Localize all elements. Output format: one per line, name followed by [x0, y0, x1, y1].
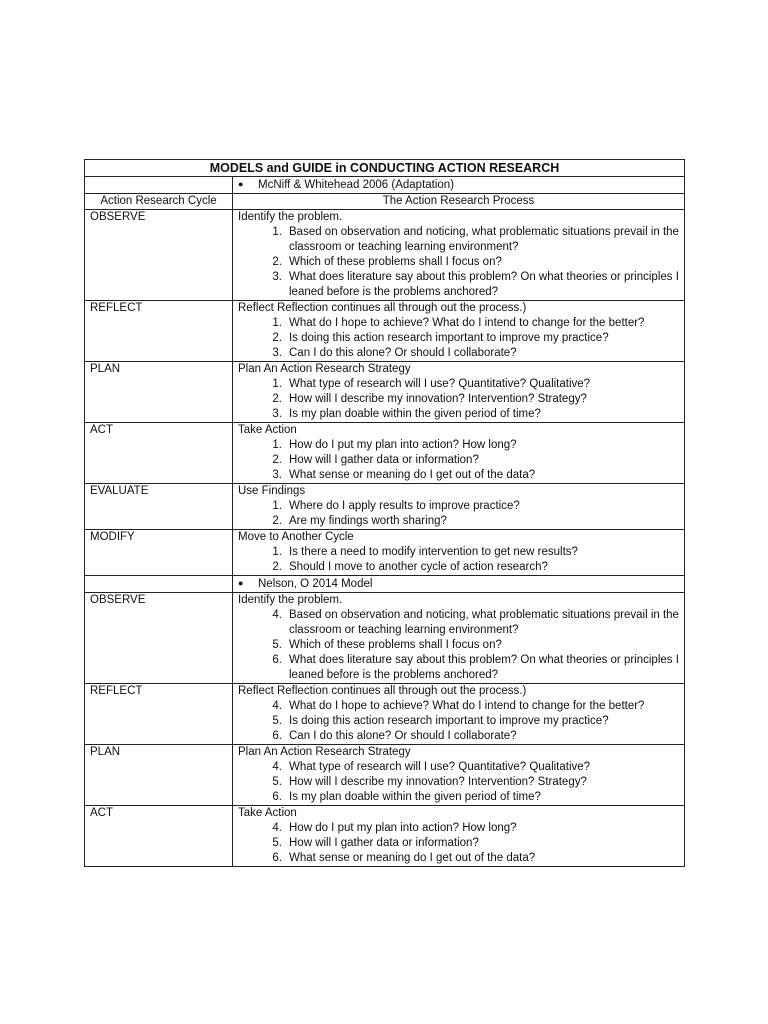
question-text: How will I describe my innovation? Intervention? Strategy? [289, 393, 587, 405]
process-intro: Move to Another Cycle [238, 531, 354, 543]
question-item [238, 407, 679, 422]
process-intro: Reflect Reflection continues all through out the process.) [238, 302, 527, 314]
source-cell [233, 177, 685, 194]
source-empty-cell [85, 576, 233, 593]
question-item [238, 468, 679, 483]
question-text: Is my plan doable within the given period of time? [289, 791, 541, 803]
question-number: 5. [272, 837, 282, 849]
question-list [238, 438, 679, 483]
question-number: 5. [272, 715, 282, 727]
cycle-stage: PLAN [85, 745, 233, 806]
question-text: How will I describe my innovation? Intervention? Strategy? [289, 776, 587, 788]
question-item [238, 714, 679, 729]
question-number: 1. [272, 546, 282, 558]
question-item [238, 499, 679, 514]
question-list [238, 316, 679, 361]
source-label: Nelson, O 2014 Model [258, 578, 373, 590]
question-list [238, 377, 679, 422]
question-text: Can I do this alone? Or should I collaborate? [289, 730, 517, 742]
question-list [238, 225, 679, 300]
question-number: 4. [272, 761, 282, 773]
cycle-stage: ACT [85, 423, 233, 484]
process-cell [233, 684, 685, 745]
question-text: Based on observation and noticing, what problematic situations prevail in the classroom or teaching learning environment? [289, 609, 679, 636]
column-header: Action Research Cycle [85, 194, 233, 210]
title-row [85, 160, 685, 177]
question-number: 2. [272, 393, 282, 405]
question-item [238, 608, 679, 638]
question-list [238, 608, 679, 683]
question-text: Which of these problems shall I focus on? [289, 639, 502, 651]
table-row [85, 745, 685, 806]
question-item [238, 851, 679, 866]
question-number: 1. [272, 226, 282, 238]
question-item [238, 453, 679, 468]
cycle-stage: OBSERVE [85, 593, 233, 684]
question-item [238, 821, 679, 836]
table-row [85, 484, 685, 530]
question-number: 4. [272, 822, 282, 834]
question-item [238, 545, 679, 560]
question-item [238, 638, 679, 653]
process-cell [233, 423, 685, 484]
question-item [238, 392, 679, 407]
question-text: What type of research will I use? Quantitative? Qualitative? [289, 378, 591, 390]
question-item [238, 331, 679, 346]
cycle-stage: MODIFY [85, 530, 233, 576]
question-text: Are my findings worth sharing? [289, 515, 447, 527]
question-text: Where do I apply results to improve practice? [289, 500, 520, 512]
cycle-stage: EVALUATE [85, 484, 233, 530]
question-text: What type of research will I use? Quantitative? Qualitative? [289, 761, 591, 773]
question-number: 5. [272, 776, 282, 788]
table-row [85, 593, 685, 684]
question-list [238, 545, 679, 575]
question-item [238, 225, 679, 255]
question-item [238, 775, 679, 790]
question-number: 6. [272, 791, 282, 803]
question-text: How do I put my plan into action? How long? [289, 439, 517, 451]
question-text: What does literature say about this problem? On what theories or principles I leaned before is the problems anchored? [289, 271, 679, 298]
table-row [85, 530, 685, 576]
question-number: 2. [272, 561, 282, 573]
process-cell [233, 745, 685, 806]
question-number: 3. [272, 271, 282, 283]
table-row [85, 684, 685, 745]
question-text: How will I gather data or information? [289, 454, 479, 466]
table-body [85, 160, 685, 867]
question-list [238, 760, 679, 805]
question-item [238, 270, 679, 300]
question-item [238, 514, 679, 529]
question-number: 1. [272, 378, 282, 390]
question-text: Which of these problems shall I focus on? [289, 256, 502, 268]
question-number: 3. [272, 347, 282, 359]
table-row [85, 210, 685, 301]
question-list [238, 499, 679, 529]
question-text: Should I move to another cycle of action research? [289, 561, 548, 573]
question-item [238, 699, 679, 714]
question-number: 1. [272, 317, 282, 329]
cycle-stage: PLAN [85, 362, 233, 423]
question-item [238, 316, 679, 331]
source-row [85, 177, 685, 194]
question-text: What do I hope to achieve? What do I intend to change for the better? [289, 317, 645, 329]
question-text: Is doing this action research important to improve my practice? [289, 715, 609, 727]
process-cell [233, 301, 685, 362]
question-number: 5. [272, 639, 282, 651]
source-label: McNiff & Whitehead 2006 (Adaptation) [258, 179, 455, 191]
question-item [238, 836, 679, 851]
question-item [238, 653, 679, 683]
process-intro: Use Findings [238, 485, 306, 497]
question-text: How will I gather data or information? [289, 837, 479, 849]
question-text: What sense or meaning do I get out of the data? [289, 852, 536, 864]
table-row [85, 423, 685, 484]
question-number: 1. [272, 439, 282, 451]
question-text: Is doing this action research important to improve my practice? [289, 332, 609, 344]
cycle-stage: ACT [85, 806, 233, 867]
question-item [238, 438, 679, 453]
question-text: Can I do this alone? Or should I collaborate? [289, 347, 517, 359]
process-intro: Take Action [238, 807, 297, 819]
column-header: The Action Research Process [233, 194, 685, 210]
question-text: Is there a need to modify intervention to get new results? [289, 546, 578, 558]
process-cell [233, 530, 685, 576]
process-cell [233, 362, 685, 423]
process-intro: Identify the problem. [238, 594, 343, 606]
process-cell [233, 806, 685, 867]
question-item [238, 346, 679, 361]
table-row [85, 806, 685, 867]
question-list [238, 821, 679, 866]
cycle-stage: REFLECT [85, 301, 233, 362]
source-cell [233, 576, 685, 593]
process-intro: Plan An Action Research Strategy [238, 746, 411, 758]
source-row [85, 576, 685, 593]
cycle-stage: REFLECT [85, 684, 233, 745]
question-text: Based on observation and noticing, what problematic situations prevail in the classroom or teaching learning environment? [289, 226, 679, 253]
question-item [238, 560, 679, 575]
column-header-row [85, 194, 685, 210]
question-number: 4. [272, 700, 282, 712]
question-text: What sense or meaning do I get out of the data? [289, 469, 536, 481]
cycle-stage: OBSERVE [85, 210, 233, 301]
question-number: 6. [272, 730, 282, 742]
question-text: Is my plan doable within the given period of time? [289, 408, 541, 420]
question-number: 3. [272, 469, 282, 481]
process-cell [233, 484, 685, 530]
question-item [238, 790, 679, 805]
process-cell [233, 210, 685, 301]
question-number: 2. [272, 454, 282, 466]
question-list [238, 699, 679, 744]
table-row [85, 301, 685, 362]
question-item [238, 255, 679, 270]
question-number: 1. [272, 500, 282, 512]
process-intro: Reflect Reflection continues all through out the process.) [238, 685, 527, 697]
bullet-icon: ● [238, 578, 244, 588]
question-number: 2. [272, 332, 282, 344]
question-number: 3. [272, 408, 282, 420]
table-row [85, 362, 685, 423]
document-title: MODELS and GUIDE in CONDUCTING ACTION RESEARCH [85, 160, 685, 177]
question-number: 6. [272, 852, 282, 864]
process-intro: Plan An Action Research Strategy [238, 363, 411, 375]
process-cell [233, 593, 685, 684]
source-empty-cell [85, 177, 233, 194]
question-item [238, 729, 679, 744]
question-text: What do I hope to achieve? What do I intend to change for the better? [289, 700, 645, 712]
question-number: 6. [272, 654, 282, 666]
bullet-icon: ● [238, 179, 244, 189]
question-item [238, 377, 679, 392]
action-research-table [84, 159, 685, 867]
question-item [238, 760, 679, 775]
question-number: 2. [272, 515, 282, 527]
process-intro: Identify the problem. [238, 211, 343, 223]
question-text: What does literature say about this problem? On what theories or principles I leaned before is the problems anchored? [289, 654, 679, 681]
question-number: 2. [272, 256, 282, 268]
process-intro: Take Action [238, 424, 297, 436]
question-text: How do I put my plan into action? How long? [289, 822, 517, 834]
question-number: 4. [272, 609, 282, 621]
